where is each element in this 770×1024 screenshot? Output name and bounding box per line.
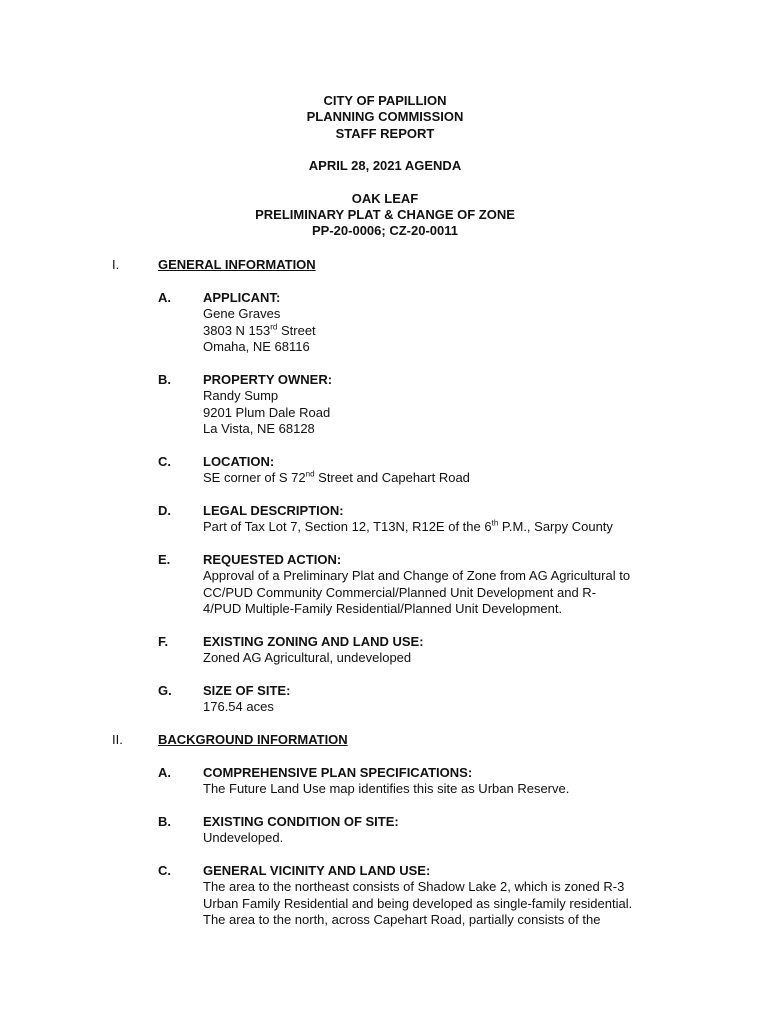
zoning-label: EXISTING ZONING AND LAND USE:: [203, 634, 424, 649]
vicinity-item: [203, 863, 658, 929]
condition-item: [203, 814, 658, 847]
condition-label: EXISTING CONDITION OF SITE:: [203, 814, 399, 829]
size-item: [203, 683, 658, 716]
item-letter-owner: B.: [158, 372, 171, 387]
applicant-city: Omaha, NE 68116: [203, 339, 310, 355]
vicinity-label: GENERAL VICINITY AND LAND USE:: [203, 863, 431, 878]
header-subject: PRELIMINARY PLAT & CHANGE OF ZONE: [255, 207, 515, 223]
header-case-numbers: PP-20-0006; CZ-20-0011: [312, 223, 458, 239]
legal-label: LEGAL DESCRIPTION:: [203, 503, 344, 518]
size-text: 176.54 aces: [203, 699, 274, 715]
legal-text: Part of Tax Lot 7, Section 12, T13N, R12E of the 6th P.M., Sarpy County: [203, 519, 613, 535]
report-header: [0, 93, 770, 240]
action-item: [203, 552, 658, 618]
vicinity-line-1: The area to the northeast consists of Shadow Lake 2, which is zoned R-3: [203, 879, 625, 895]
item-letter-condition: B.: [158, 814, 171, 829]
section-1-title: GENERAL INFORMATION: [158, 257, 316, 272]
header-report-type: STAFF REPORT: [335, 125, 435, 141]
owner-name: Randy Sump: [203, 388, 279, 404]
applicant-item: [203, 290, 658, 356]
header-city: CITY OF PAPILLION: [323, 93, 447, 108]
header-agenda-date: APRIL 28, 2021 AGENDA: [308, 158, 462, 174]
item-letter-location: C.: [158, 454, 171, 469]
section-1-number: I.: [112, 257, 120, 272]
location-text: SE corner of S 72nd Street and Capehart Road: [203, 470, 470, 486]
applicant-street: 3803 N 153rd Street: [203, 322, 316, 338]
item-letter-applicant: A.: [158, 290, 171, 305]
header-project-name: OAK LEAF: [351, 190, 419, 206]
section-2-number: II.: [112, 732, 123, 747]
owner-item: [203, 372, 658, 438]
legal-item: [203, 503, 673, 536]
condition-text: Undeveloped.: [203, 830, 284, 846]
owner-city: La Vista, NE 68128: [203, 421, 315, 437]
owner-street: 9201 Plum Dale Road: [203, 404, 331, 420]
location-label: LOCATION:: [203, 454, 275, 469]
item-letter-legal: D.: [158, 503, 171, 518]
action-line-3: 4/PUD Multiple-Family Residential/Planned Unit Development.: [203, 601, 563, 617]
vicinity-line-2: Urban Family Residential and being developed as single-family residential.: [203, 895, 633, 911]
owner-label: PROPERTY OWNER:: [203, 372, 333, 387]
size-label: SIZE OF SITE:: [203, 683, 291, 698]
applicant-label: APPLICANT:: [203, 290, 281, 305]
plan-item: [203, 765, 658, 798]
zoning-item: [203, 634, 658, 667]
plan-text: The Future Land Use map identifies this site as Urban Reserve.: [203, 781, 570, 797]
action-line-1: Approval of a Preliminary Plat and Change of Zone from AG Agricultural to: [203, 568, 631, 584]
zoning-text: Zoned AG Agricultural, undeveloped: [203, 650, 412, 666]
plan-label: COMPREHENSIVE PLAN SPECIFICATIONS:: [203, 765, 473, 780]
vicinity-line-3: The area to the north, across Capehart Road, partially consists of the: [203, 912, 601, 928]
applicant-name: Gene Graves: [203, 306, 281, 322]
item-letter-plan: A.: [158, 765, 171, 780]
action-line-2: CC/PUD Community Commercial/Planned Unit Development and R-: [203, 584, 597, 600]
header-commission: PLANNING COMMISSION: [306, 109, 464, 125]
action-label: REQUESTED ACTION:: [203, 552, 342, 567]
item-letter-size: G.: [158, 683, 172, 698]
item-letter-vicinity: C.: [158, 863, 171, 878]
item-letter-action: E.: [158, 552, 171, 567]
section-2-title: BACKGROUND INFORMATION: [158, 732, 348, 747]
location-item: [203, 454, 658, 487]
item-letter-zoning: F.: [158, 634, 169, 649]
